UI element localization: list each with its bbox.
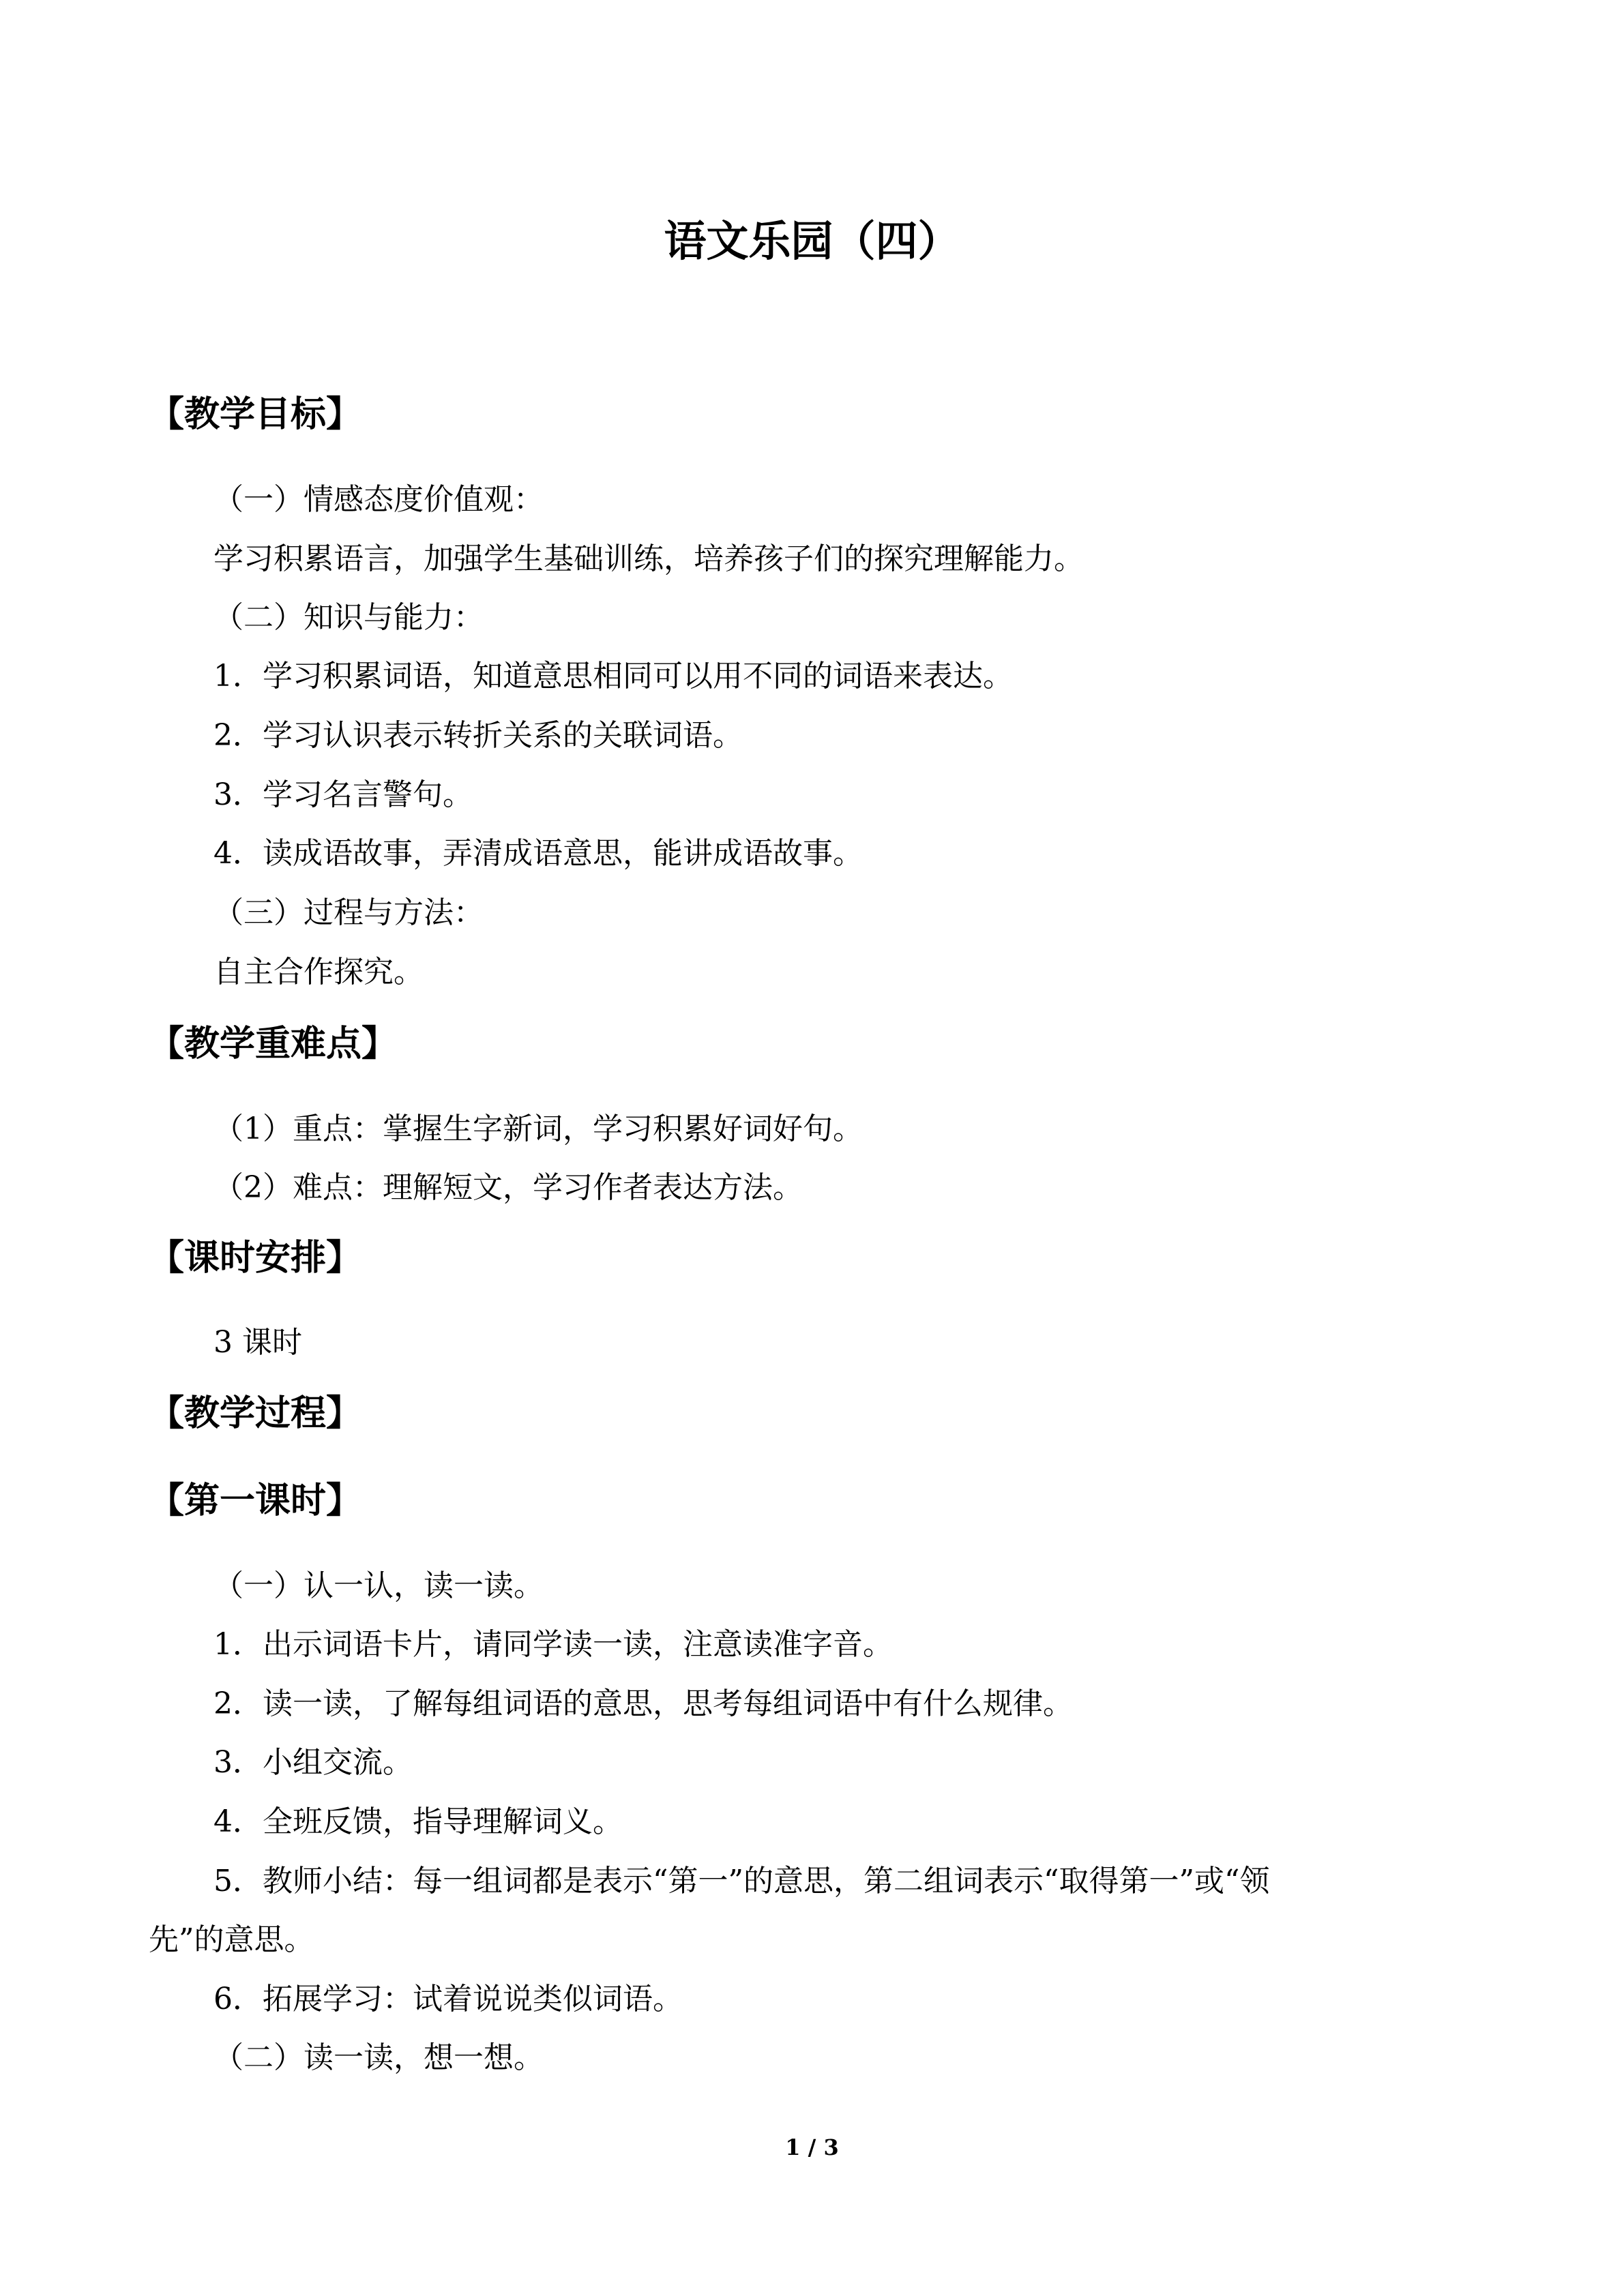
lesson1-line-3: 2．读一读，了解每组词语的意思，思考每组词语中有什么规律。 [213,1686,1073,1721]
heading-schedule: 【课时安排】 [149,1237,362,1279]
goals-line-2: 学习积累语言，加强学生基础训练，培养孩子们的探究理解能力。 [213,541,1084,576]
lesson1-line-2: 1．出示词语卡片，请同学读一读，注意读准字音。 [213,1627,893,1662]
lesson1-line-4: 3．小组交流。 [213,1745,413,1780]
lesson1-line-6-continued: 先”的意思。 [149,1922,314,1957]
lesson1-line-5: 4．全班反馈，指导理解词义。 [213,1804,623,1839]
goals-line-7: 4．读成语故事，弄清成语意思，能讲成语故事。 [213,836,863,871]
goals-line-4: 1．学习积累词语，知道意思相同可以用不同的词语来表达。 [213,659,1013,694]
heading-key-points: 【教学重难点】 [149,1023,398,1064]
goals-line-8: （三）过程与方法： [213,895,484,930]
goals-line-6: 3．学习名言警句。 [213,777,473,812]
heading-teaching-goals: 【教学目标】 [149,393,362,435]
heading-teaching-process: 【教学过程】 [149,1392,362,1434]
goals-line-5: 2．学习认识表示转折关系的关联词语。 [213,718,743,753]
lesson1-line-1: （一）认一认，读一读。 [213,1568,544,1603]
page-number: 1 / 3 [785,2134,839,2160]
lesson1-line-8: （二）读一读，想一想。 [213,2040,544,2075]
lesson1-line-6: 5．教师小结：每一组词都是表示“第一”的意思，第二组词表示“取得第一”或“领 [213,1864,1270,1898]
schedule-line-1: 3 课时 [213,1325,302,1360]
document-title: 语文乐园（四） [664,216,960,266]
key-points-line-2: （2）难点：理解短文，学习作者表达方法。 [213,1170,803,1205]
goals-line-1: （一）情感态度价值观： [213,482,544,517]
heading-lesson-one: 【第一课时】 [149,1480,362,1521]
goals-line-9: 自主合作探究。 [213,955,424,989]
goals-line-3: （二）知识与能力： [213,600,484,635]
key-points-line-1: （1）重点：掌握生字新词，学习积累好词好句。 [213,1112,863,1146]
lesson1-line-7: 6．拓展学习：试着说说类似词语。 [213,1982,683,2016]
